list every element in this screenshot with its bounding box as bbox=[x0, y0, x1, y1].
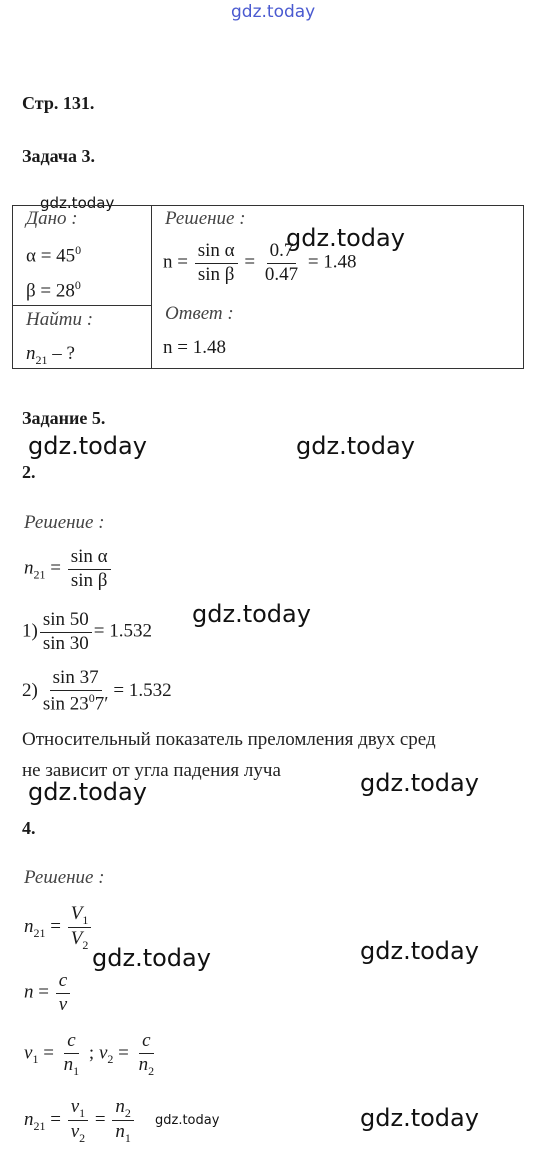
task5-heading: Задание 5. bbox=[22, 408, 106, 428]
watermark: gdz.today bbox=[192, 600, 311, 628]
item2-number: 2. bbox=[22, 462, 36, 482]
given-alpha: $\alpha = 45^0$ bbox=[26, 243, 82, 267]
watermark: gdz.today bbox=[28, 432, 147, 460]
find-value: $n_{21}$ – ? bbox=[26, 343, 75, 367]
item2-case2: 2) $\frac{\sin 37}{\sin 23^07'}$ = 1.532 bbox=[22, 667, 172, 715]
task3-table bbox=[12, 205, 524, 369]
watermark: gdz.today bbox=[360, 937, 479, 965]
item4-formula3: $v_1$ = $\frac{c}{n_1}$ ; $v_2$ = $\frac{c}{n_2}$ bbox=[24, 1030, 155, 1078]
item4-formula2: n = $\frac{c}{v}$ bbox=[24, 970, 72, 1017]
solution-label: Решение : bbox=[165, 208, 246, 229]
answer-value: n = 1.48 bbox=[163, 337, 226, 358]
watermark: gdz.today bbox=[92, 944, 211, 972]
find-label: Найти : bbox=[26, 309, 94, 330]
given-beta: $\beta = 28^0$ bbox=[26, 278, 81, 302]
watermark: gdz.today bbox=[28, 778, 147, 806]
answer-label: Ответ : bbox=[165, 303, 234, 324]
item4-formula1: $n_{21}$ = $\frac{V_1}{V_2}$ bbox=[24, 903, 93, 952]
item2-formula: $n_{21}$ = $\frac{\text{sin α}}{\text{sin β}}$ bbox=[24, 546, 113, 593]
item4-number: 4. bbox=[22, 818, 36, 838]
item4-solution-label: Решение : bbox=[24, 867, 105, 888]
item2-solution-label: Решение : bbox=[24, 512, 105, 533]
item2-conclusion-line1: Относительный показатель преломления двух сред bbox=[22, 729, 436, 750]
task3-heading: Задача 3. bbox=[22, 146, 96, 166]
item2-conclusion-line2: не зависит от угла падения луча bbox=[22, 760, 281, 781]
solution-formula: n = $\frac{\text{sin α}}{\text{sin β}}$ = $\frac{0.7}{0.47}$ = 1.48 bbox=[163, 240, 357, 285]
watermark: gdz.today bbox=[296, 432, 415, 460]
page-reference: Стр. 131. bbox=[22, 93, 95, 113]
watermark: gdz.today bbox=[360, 769, 479, 797]
watermark: gdz.today bbox=[360, 1104, 479, 1132]
item4-formula4: $n_{21}$ = $\frac{v_1}{v_2}$ = $\frac{n_2}{n_1}$ bbox=[24, 1096, 136, 1145]
watermark: gdz.today bbox=[286, 224, 405, 252]
item2-case1: 1) $\frac{\sin 50}{\sin 30}$ = 1.532 bbox=[22, 609, 152, 654]
given-label: Дано : bbox=[26, 208, 78, 229]
watermark-small: gdz.today bbox=[40, 194, 115, 212]
watermark-small: gdz.today bbox=[155, 1113, 220, 1128]
watermark-top: gdz.today bbox=[231, 2, 316, 22]
